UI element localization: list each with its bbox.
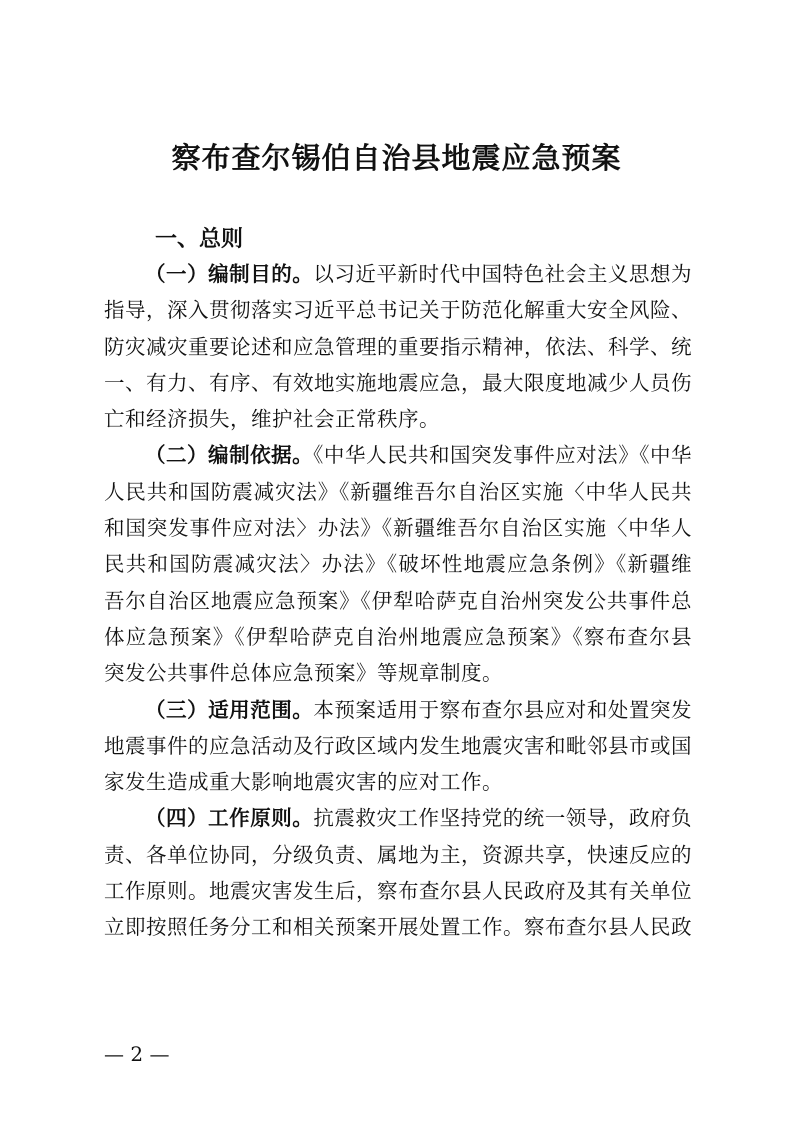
body-text xyxy=(104,256,692,946)
page-number: — 2 — xyxy=(104,1042,170,1066)
paragraph-text: 本预案适用于察布查尔县应对和处置突发地震事件的应急活动及行政区域内发生地震灾害和毗邻县市或国家发生造成重大影响地震灾害的应对工作。 xyxy=(104,697,693,795)
section-heading-general: 一、总则 xyxy=(155,227,244,252)
paragraph-purpose xyxy=(104,256,692,437)
paragraph-lead: （一）编制目的。 xyxy=(145,262,314,286)
paragraph-basis xyxy=(104,437,692,691)
paragraph-principles xyxy=(104,800,692,945)
paragraph-lead: （三）适用范围。 xyxy=(145,697,314,722)
paragraph-text: 以习近平新时代中国特色社会主义思想为指导，深入贯彻落实习近平总书记关于防范化解重大安全风险、防灾减灾重要论述和应急管理的重要指示精神，依法、科学、统一、有力、有序、有效地实施地震应急，最大限度地减少人员伤亡和经济损失，维护社会正常秩序。 xyxy=(104,262,693,432)
paragraph-lead: （四）工作原则。 xyxy=(145,806,314,831)
paragraph-text: 抗震救灾工作坚持党的统一领导，政府负责、各单位协同，分级负责、属地为主，资源共享，快速反应的工作原则。地震灾害发生后，察布查尔县人民政府及其有关单位立即按照任务分工和相关预案开展处置工作。察布查尔县人民政 xyxy=(104,806,693,940)
document-title: 察布查尔锡伯自治县地震应急预案 xyxy=(171,141,622,175)
paragraph-text: 《中华人民共和国突发事件应对法》《中华人民共和国防震减灾法》《新疆维吾尔自治区实施〈中华人民共和国突发事件应对法〉办法》《新疆维吾尔自治区实施〈中华人民共和国防震减灾法〉办法》《破坏性地震应急条例》《新疆维吾尔自治区地震应急预案》《伊犁哈萨克自治州突发公共事件总体应急预案》《伊犁哈萨克自治州地震应急预案》《察布查尔县突发公共事件总体应急预案》等规章制度。 xyxy=(104,443,693,686)
paragraph-lead: （二）编制依据。 xyxy=(145,443,314,468)
paragraph-scope xyxy=(104,692,692,801)
